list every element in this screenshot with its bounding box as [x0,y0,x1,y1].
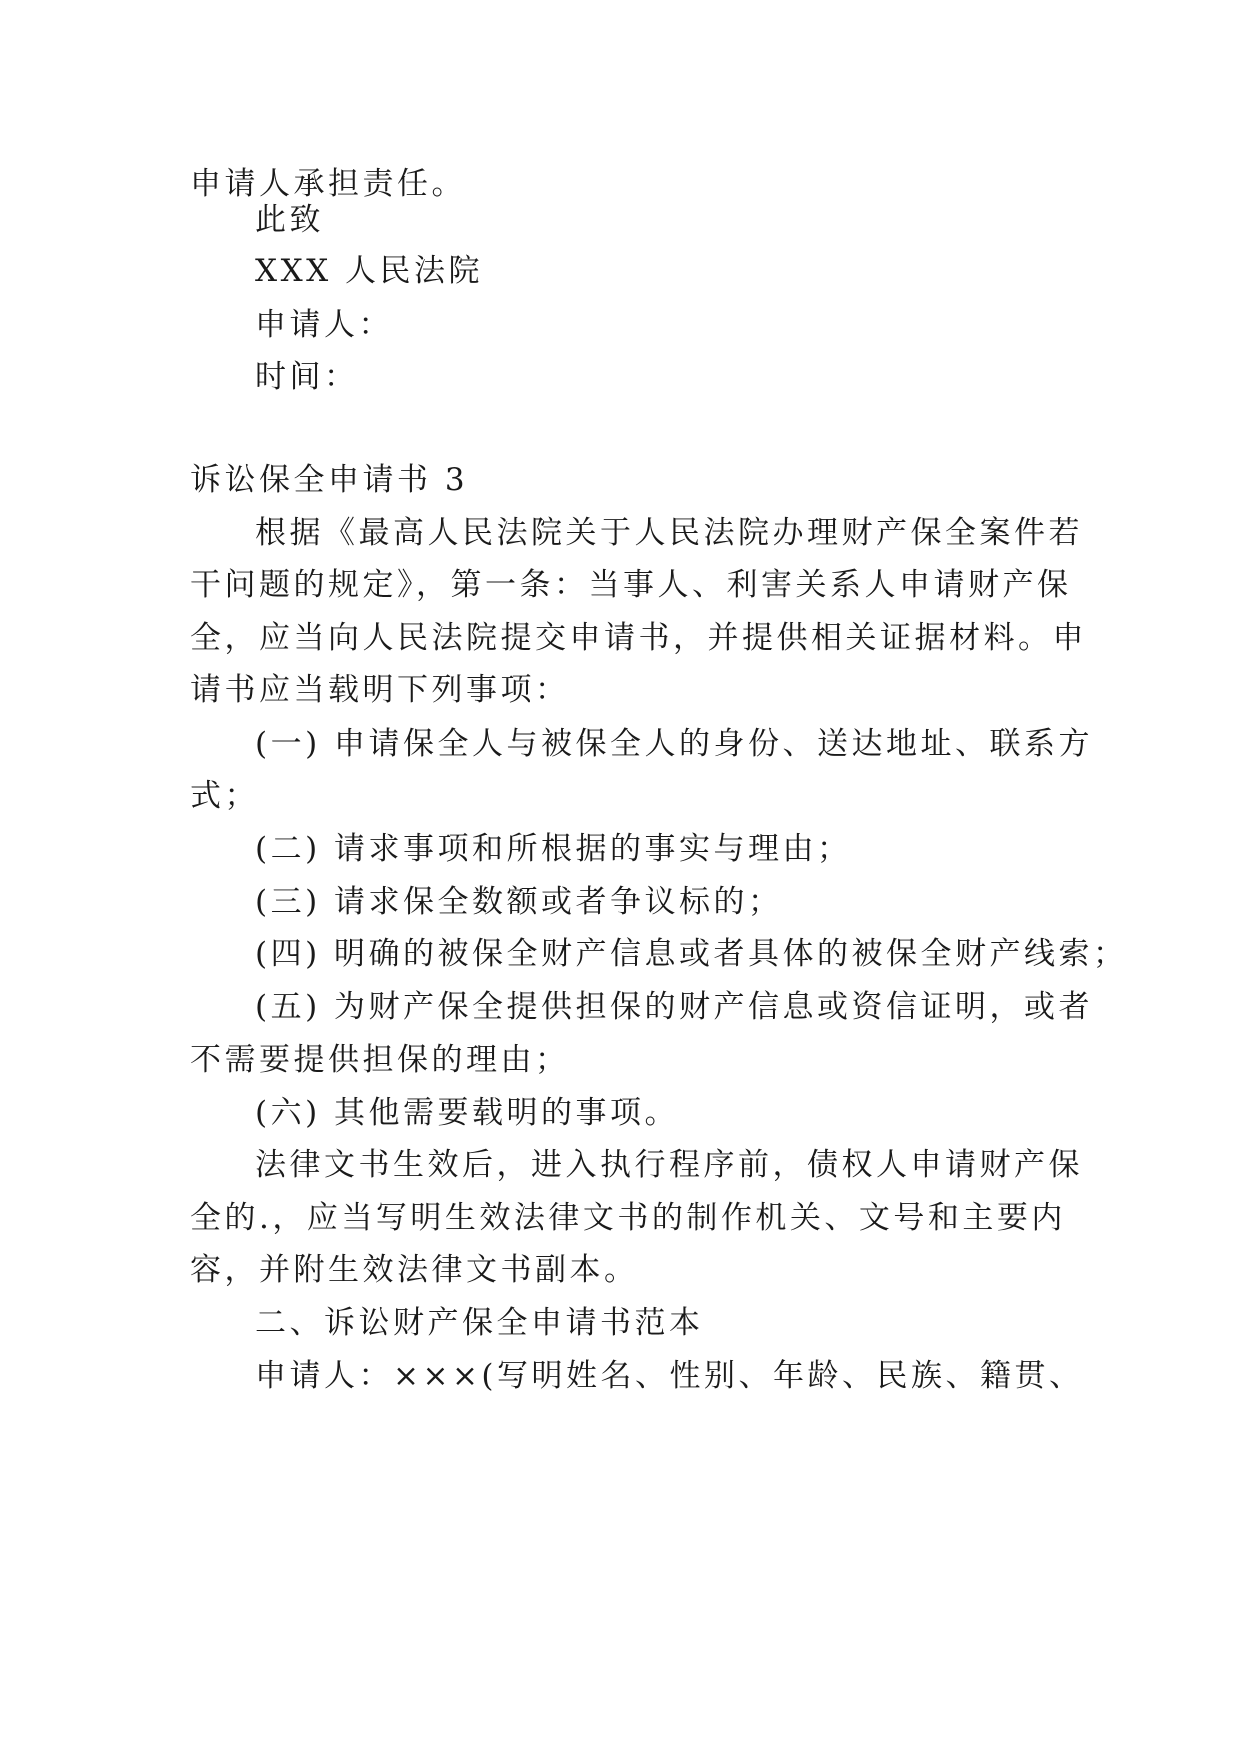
body-text-line: 干问题的规定》，第一条：当事人、利害关系人申请财产保 [190,567,1072,603]
list-item: (五) 为财产保全提供担保的财产信息或资信证明，或者 [255,989,1094,1025]
section-title: 诉讼保全申请书 3 [190,462,469,498]
list-item: (二) 请求事项和所根据的事实与理由； [255,831,852,867]
list-item: (一) 申请保全人与被保全人的身份、送达地址、联系方 [255,726,1094,762]
closing-salutation: 此致 [255,202,324,238]
body-text-line: 不需要提供担保的理由； [190,1042,570,1078]
body-text-line: 法律文书生效后，进入执行程序前，债权人申请财产保 [255,1147,1083,1183]
list-item: (六) 其他需要载明的事项。 [255,1095,680,1131]
date-line: 时间： [255,359,359,395]
body-text-line: 申请人承担责任。 [190,166,466,202]
list-item: (三) 请求保全数额或者争议标的； [255,884,783,920]
addressee-court: XXX 人民法院 [255,253,484,289]
list-item: (四) 明确的被保全财产信息或者具体的被保全财产线索； [255,936,1128,972]
body-text-line: 全的.，应当写明生效法律文书的制作机关、文号和主要内 [190,1200,1066,1236]
applicant-signature-line: 申请人： [255,307,393,343]
body-text-line: 全，应当向人民法院提交申请书，并提供相关证据材料。申 [190,620,1087,656]
body-text-line: 请书应当载明下列事项： [190,672,570,708]
body-text-line: 容，并附生效法律文书副本。 [190,1252,639,1288]
subsection-heading: 二、诉讼财产保全申请书范本 [255,1305,704,1341]
body-text-line: 根据《最高人民法院关于人民法院办理财产保全案件若 [255,515,1083,551]
body-text-line: 申请人：×××(写明姓名、性别、年龄、民族、籍贯、 [255,1358,1084,1394]
body-text-line: 式； [190,778,259,814]
